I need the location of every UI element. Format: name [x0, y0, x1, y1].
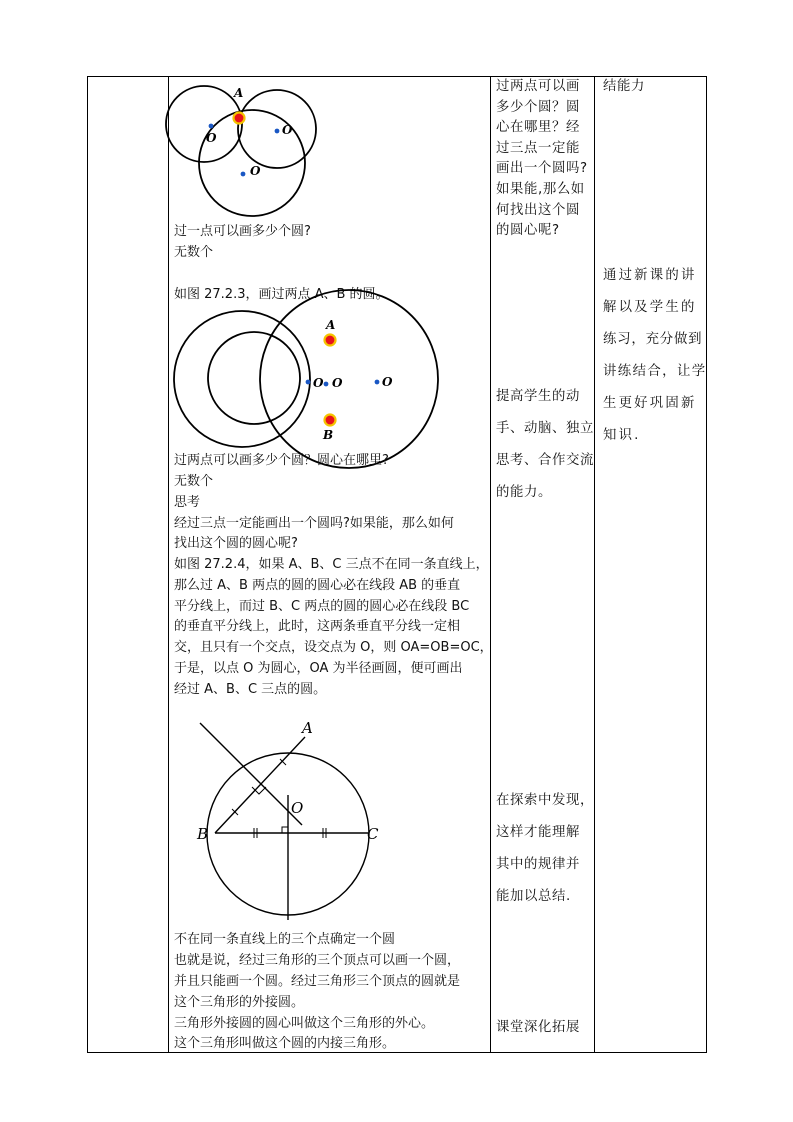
- figure-circumcircle: [168, 717, 490, 927]
- note-line: 通过新课的讲: [603, 268, 697, 283]
- side-question-line: 多少个圆？圆: [496, 99, 580, 115]
- fig2-label-o: O: [313, 376, 324, 390]
- conclusion-line: 这个三角形叫做这个圆的内接三角形。: [174, 1036, 396, 1051]
- side-question-line: 过两点可以画: [496, 79, 580, 94]
- conclusion-line: 这个三角形的外接圆。: [174, 995, 305, 1010]
- question-two-points: 过两点可以画多少个圆？圆心在哪里?: [174, 453, 389, 468]
- question-three-points: 找出这个圆的圆心呢?: [174, 536, 298, 551]
- side-extension-label: 课堂深化拓展: [496, 1020, 580, 1035]
- explanation-line: 经过 A、B、C 三点的圆。: [174, 682, 327, 697]
- question-three-points: 经过三点一定能画出一个圆吗?如果能，那么如何: [174, 516, 454, 531]
- side-explore-line: 能加以总结.: [496, 889, 571, 904]
- conclusion-line: 三角形外接圆的圆心叫做这个三角形的外心。: [174, 1016, 435, 1031]
- explanation-line: 的垂直平分线上，此时，这两条垂直平分线一定相: [174, 619, 461, 634]
- side-question-line: 过三点一定能: [496, 140, 580, 156]
- explanation-line: 交，且只有一个交点，设交点为 O，则 OA=OB=OC，: [174, 640, 493, 655]
- fig1-label-o: O: [250, 164, 261, 178]
- lesson-table: [87, 76, 707, 1053]
- fig1-label-a: A: [234, 86, 244, 100]
- fig3-label-c: C: [367, 825, 379, 843]
- think-heading: 思考: [174, 495, 201, 510]
- side-goal-line: 的能力。: [496, 485, 552, 500]
- fig2-label-o: O: [332, 376, 343, 390]
- side-question-line: 的圆心呢?: [496, 223, 560, 239]
- fig3-label-o: O: [291, 799, 304, 817]
- explanation-line: 平分线上，而过 B、C 两点的圆的圆心必在线段 BC: [174, 599, 470, 614]
- question-one-point: 过一点可以画多少个圆?: [174, 224, 311, 239]
- fig1-label-o: O: [206, 131, 217, 145]
- note-line: 生更好巩固新: [603, 396, 697, 411]
- conclusion-line: 并且只能画一个圆。经过三角形三个顶点的圆就是: [174, 974, 461, 989]
- side-question-line: 如果能,那么如: [496, 182, 585, 197]
- activity-cell: [491, 77, 594, 1052]
- side-goal-line: 思考、合作交流: [496, 453, 594, 468]
- conclusion-line: 也就是说，经过三角形的三个顶点可以画一个圆，: [174, 953, 461, 968]
- answer-one-point: 无数个: [174, 245, 214, 260]
- fig3-label-a: A: [302, 719, 313, 737]
- side-question-line: 何找出这个圆: [496, 202, 580, 218]
- fig1-label-o: O: [282, 123, 293, 137]
- side-goal-line: 手、动脑、独立: [496, 421, 594, 436]
- fig2-label-a: A: [326, 318, 336, 332]
- note-line: 练习，充分做到: [603, 332, 703, 347]
- explanation-line: 于是，以点 O 为圆心，OA 为半径画圆，便可画出: [174, 661, 463, 676]
- conclusion-line: 不在同一条直线上的三个点确定一个圆: [174, 932, 396, 947]
- side-explore-line: 其中的规律并: [496, 857, 580, 872]
- figure-one-point-circles: [168, 77, 490, 227]
- side-explore-line: 在探索中发现，: [496, 793, 594, 808]
- note-line: 解以及学生的: [603, 300, 697, 315]
- note-line: 讲练结合，让学: [603, 364, 707, 379]
- fig2-label-o: O: [382, 375, 393, 389]
- note-line: 结能力: [603, 79, 645, 94]
- side-question-line: 心在哪里？经: [496, 120, 580, 136]
- side-question-line: 画出一个圆吗?: [496, 161, 588, 177]
- note-line: 知识.: [603, 428, 641, 443]
- explanation-line: 那么过 A、B 两点的圆的圆心必在线段 AB 的垂直: [174, 578, 461, 593]
- fig3-label-b: B: [197, 825, 209, 843]
- figure-two-intro: 如图 27.2.3，画过两点 A、B 的圆。: [174, 287, 389, 302]
- side-goal-line: 提高学生的动: [496, 389, 580, 404]
- side-explore-line: 这样才能理解: [496, 825, 580, 840]
- fig2-label-b: B: [323, 428, 334, 442]
- figure-two-point-circles: [168, 307, 490, 442]
- explanation-line: 如图 27.2.4，如果 A、B、C 三点不在同一条直线上，: [174, 557, 489, 572]
- design-intent-cell: [595, 77, 708, 1052]
- main-content-cell: [168, 77, 493, 1052]
- answer-two-points: 无数个: [174, 474, 214, 489]
